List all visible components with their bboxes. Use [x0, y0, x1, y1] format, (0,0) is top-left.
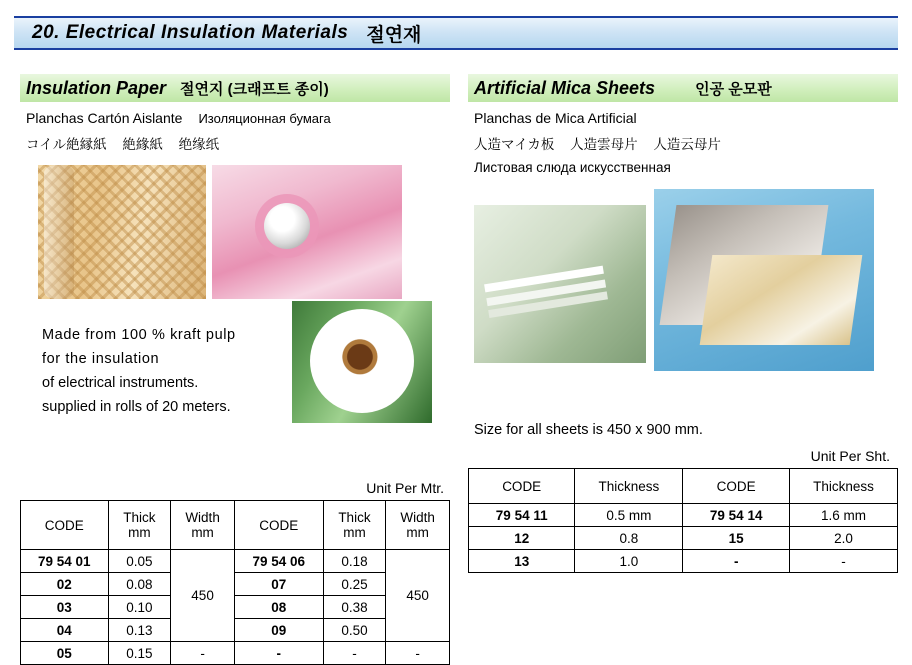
cell-thick-b: -	[323, 642, 386, 665]
mica-size-note: Size for all sheets is 450 x 900 mm.	[474, 422, 703, 438]
cell-thick-b: 0.18	[323, 550, 386, 573]
table-row	[21, 596, 450, 619]
col-header-thickness-a: Thickness	[575, 469, 683, 504]
col-header-code-b: CODE	[683, 469, 790, 504]
cell-code-b: 07	[234, 573, 323, 596]
insulation-paper-title-kr: 절연지 (크래프트 종이)	[180, 80, 329, 98]
cell-code-b: 09	[234, 619, 323, 642]
table-row	[21, 642, 450, 665]
mica-table-wrap	[468, 414, 898, 573]
cell-thick-a: 0.10	[108, 596, 171, 619]
cjk-name-zh-simp: 人造云母片	[653, 137, 721, 152]
cell-thick-a: 0.13	[108, 619, 171, 642]
description-line-4: supplied in rolls of 20 meters.	[42, 399, 231, 415]
kraft-paper-rolls-photo	[38, 165, 206, 299]
table-row	[21, 573, 450, 596]
table-row	[21, 550, 450, 573]
white-paper-roll-photo	[292, 301, 432, 423]
cell-thickness-a: 0.5 mm	[575, 504, 683, 527]
cell-width-b: 450	[386, 550, 450, 642]
mica-title-kr: 인공 운모판	[695, 80, 772, 98]
cell-code-a: 13	[469, 550, 575, 573]
cell-code-b: 15	[683, 527, 790, 550]
description-line-2: for the insulation	[42, 351, 160, 367]
cell-thick-b: 0.38	[323, 596, 386, 619]
description-line-1: Made from 100 % kraft pulp	[42, 327, 236, 343]
cjk-name-zh-trad: 人造雲母片	[570, 137, 638, 152]
section-mica-sheets	[468, 74, 898, 569]
insulation-paper-description	[42, 323, 292, 419]
mica-subtitle-es: Planchas de Mica Artificial	[474, 110, 637, 126]
cell-thick-b: 0.25	[323, 573, 386, 596]
col-header-code-a: CODE	[21, 501, 109, 550]
page-header	[14, 16, 898, 50]
cjk-name-ja: 人造マイカ板	[474, 137, 555, 152]
cjk-name-zh-simp: 绝缘纸	[178, 137, 220, 152]
col-header-thick-a: Thick mm	[108, 501, 171, 550]
insulation-paper-table-wrap	[20, 470, 450, 665]
table-row	[469, 527, 898, 550]
cell-thickness-b: -	[789, 550, 897, 573]
table-header-row	[21, 501, 450, 550]
cell-code-a: 05	[21, 642, 109, 665]
cell-thick-b: 0.50	[323, 619, 386, 642]
cell-thick-a: 0.05	[108, 550, 171, 573]
col-header-width-a: Width mm	[171, 501, 235, 550]
pink-paper-roll-photo	[212, 165, 402, 299]
cell-thickness-a: 0.8	[575, 527, 683, 550]
col-header-code-b: CODE	[234, 501, 323, 550]
section-insulation-paper	[20, 74, 450, 661]
insulation-paper-unit-label: Unit Per Mtr.	[366, 480, 444, 496]
cell-code-a: 03	[21, 596, 109, 619]
mica-subtitle-ru: Листовая слюда искусственная	[474, 160, 671, 175]
insulation-paper-subtitle-es: Planchas Cartón Aislante	[26, 110, 183, 126]
cell-thickness-b: 1.6 mm	[789, 504, 897, 527]
cell-thick-a: 0.08	[108, 573, 171, 596]
cell-width-b-last: -	[386, 642, 450, 665]
cjk-name-zh-trad: 絶緣紙	[122, 137, 163, 152]
insulation-paper-subtitle-ru: Изоляционная бумага	[198, 111, 331, 126]
mica-title-bar	[468, 74, 898, 102]
insulation-paper-title-bar	[20, 74, 450, 102]
cell-code-b: -	[683, 550, 790, 573]
insulation-paper-title-en: Insulation Paper	[26, 77, 167, 98]
mica-table	[468, 468, 898, 573]
cell-width-a-last: -	[171, 642, 235, 665]
mica-title-en: Artificial Mica Sheets	[474, 77, 656, 98]
col-header-thickness-b: Thickness	[789, 469, 897, 504]
mica-cjk-names	[474, 133, 898, 153]
col-header-code-a: CODE	[469, 469, 575, 504]
cell-thickness-a: 1.0	[575, 550, 683, 573]
cell-code-b: 79 54 14	[683, 504, 790, 527]
table-row	[21, 619, 450, 642]
mica-sheet-stack-photo	[654, 189, 874, 371]
mica-unit-label: Unit Per Sht.	[810, 448, 890, 464]
cell-code-a: 04	[21, 619, 109, 642]
insulation-paper-photo-group	[20, 165, 450, 415]
cell-code-b: 08	[234, 596, 323, 619]
cell-code-a: 12	[469, 527, 575, 550]
cell-code-a: 79 54 01	[21, 550, 109, 573]
cjk-name-ja: コイル絶縁紙	[26, 137, 107, 152]
cell-code-a: 02	[21, 573, 109, 596]
cell-thick-a: 0.15	[108, 642, 171, 665]
mica-photo-group	[468, 189, 898, 373]
page-title: 20. Electrical Insulation Materials	[32, 22, 349, 43]
cell-width-a: 450	[171, 550, 235, 642]
page-title-korean: 절연재	[366, 24, 422, 46]
description-line-3: of electrical instruments.	[42, 375, 199, 391]
insulation-paper-table	[20, 500, 450, 665]
insulation-paper-cjk-names	[26, 133, 450, 153]
cell-thickness-b: 2.0	[789, 527, 897, 550]
cell-code-a: 79 54 11	[469, 504, 575, 527]
cell-code-b: 79 54 06	[234, 550, 323, 573]
green-mica-sheets-photo	[474, 205, 646, 363]
table-header-row	[469, 469, 898, 504]
col-header-width-b: Width mm	[386, 501, 450, 550]
table-row	[469, 550, 898, 573]
table-row	[469, 504, 898, 527]
col-header-thick-b: Thick mm	[323, 501, 386, 550]
cell-code-b: -	[234, 642, 323, 665]
